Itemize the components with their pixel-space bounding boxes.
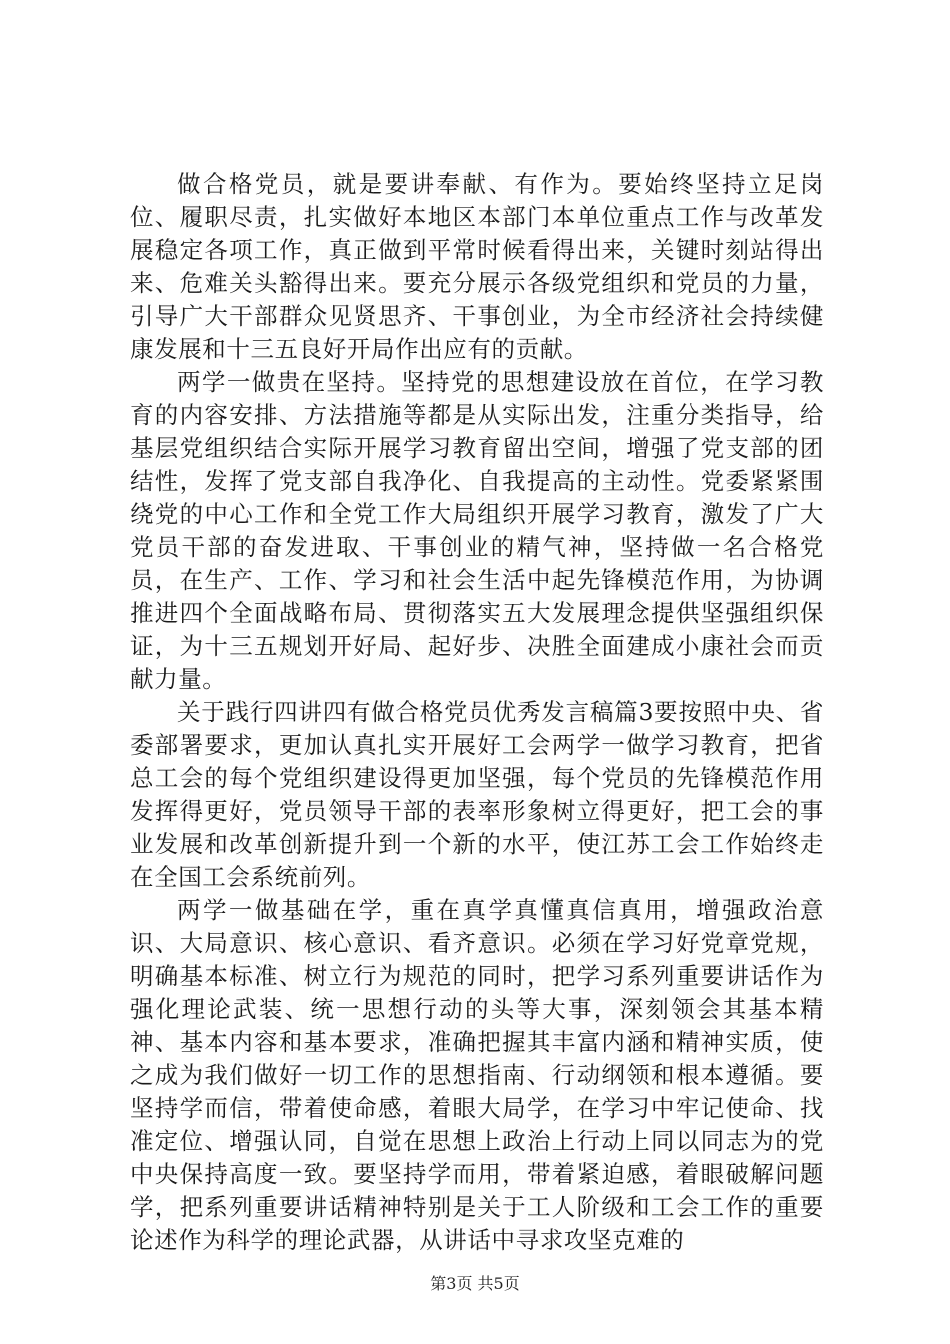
paragraph-2: 两学一做贵在坚持。坚持党的思想建设放在首位，在学习教育的内容安排、方法措施等都是从实际出发，注重分类指导，给基层党组织结合实际开展学习教育留出空间，增强了党支部的团结性，发挥了党支部自我净化、自我提高的主动性。党委紧紧围绕党的中心工作和全党工作大局组织开展学习教育，激发了广大党员干部的奋发进取、干事创业的精气神，坚持做一名合格党员，在生产、工作、学习和社会生活中起先锋模范作用，为协调推进四个全面战略布局、贯彻落实五大发展理念提供坚强组织保证，为十三五规划开好局、起好步、决胜全面建成小康社会而贡献力量。: [130, 368, 824, 693]
document-body: [130, 168, 824, 1257]
page-number-footer: 第3页 共5页: [430, 1274, 520, 1293]
paragraph-4: 两学一做基础在学，重在真学真懂真信真用，增强政治意识、大局意识、核心意识、看齐意识。必须在学习好党章党规，明确基本标准、树立行为规范的同时，把学习系列重要讲话作为强化理论武装、统一思想行动的头等大事，深刻领会其基本精神、基本内容和基本要求，准确把握其丰富内涵和精神实质，使之成为我们做好一切工作的思想指南、行动纲领和根本遵循。要坚持学而信，带着使命感，着眼大局学，在学习中牢记使命、找准定位、增强认同，自觉在思想上政治上行动上同以同志为的党中央保持高度一致。要坚持学而用，带着紧迫感，着眼破解问题学，把系列重要讲话精神特别是关于工人阶级和工会工作的重要论述作为科学的理论武器，从讲话中寻求攻坚克难的: [130, 896, 824, 1254]
paragraph-3: 关于践行四讲四有做合格党员优秀发言稿篇3要按照中央、省委部署要求，更加认真扎实开展好工会两学一做学习教育，把省总工会的每个党组织建设得更加坚强，每个党员的先锋模范作用发挥得更好，党员领导干部的表率形象树立得更好，把工会的事业发展和改革创新提升到一个新的水平，使江苏工会工作始终走在全国工会系统前列。: [130, 698, 824, 891]
paragraph-1: 做合格党员，就是要讲奉献、有作为。要始终坚持立足岗位、履职尽责，扎实做好本地区本部门本单位重点工作与改革发展稳定各项工作，真正做到平常时候看得出来，关键时刻站得出来、危难关头豁得出来。要充分展示各级党组织和党员的力量，引导广大干部群众见贤思齐、干事创业，为全市经济社会持续健康发展和十三五良好开局作出应有的贡献。: [130, 170, 824, 363]
